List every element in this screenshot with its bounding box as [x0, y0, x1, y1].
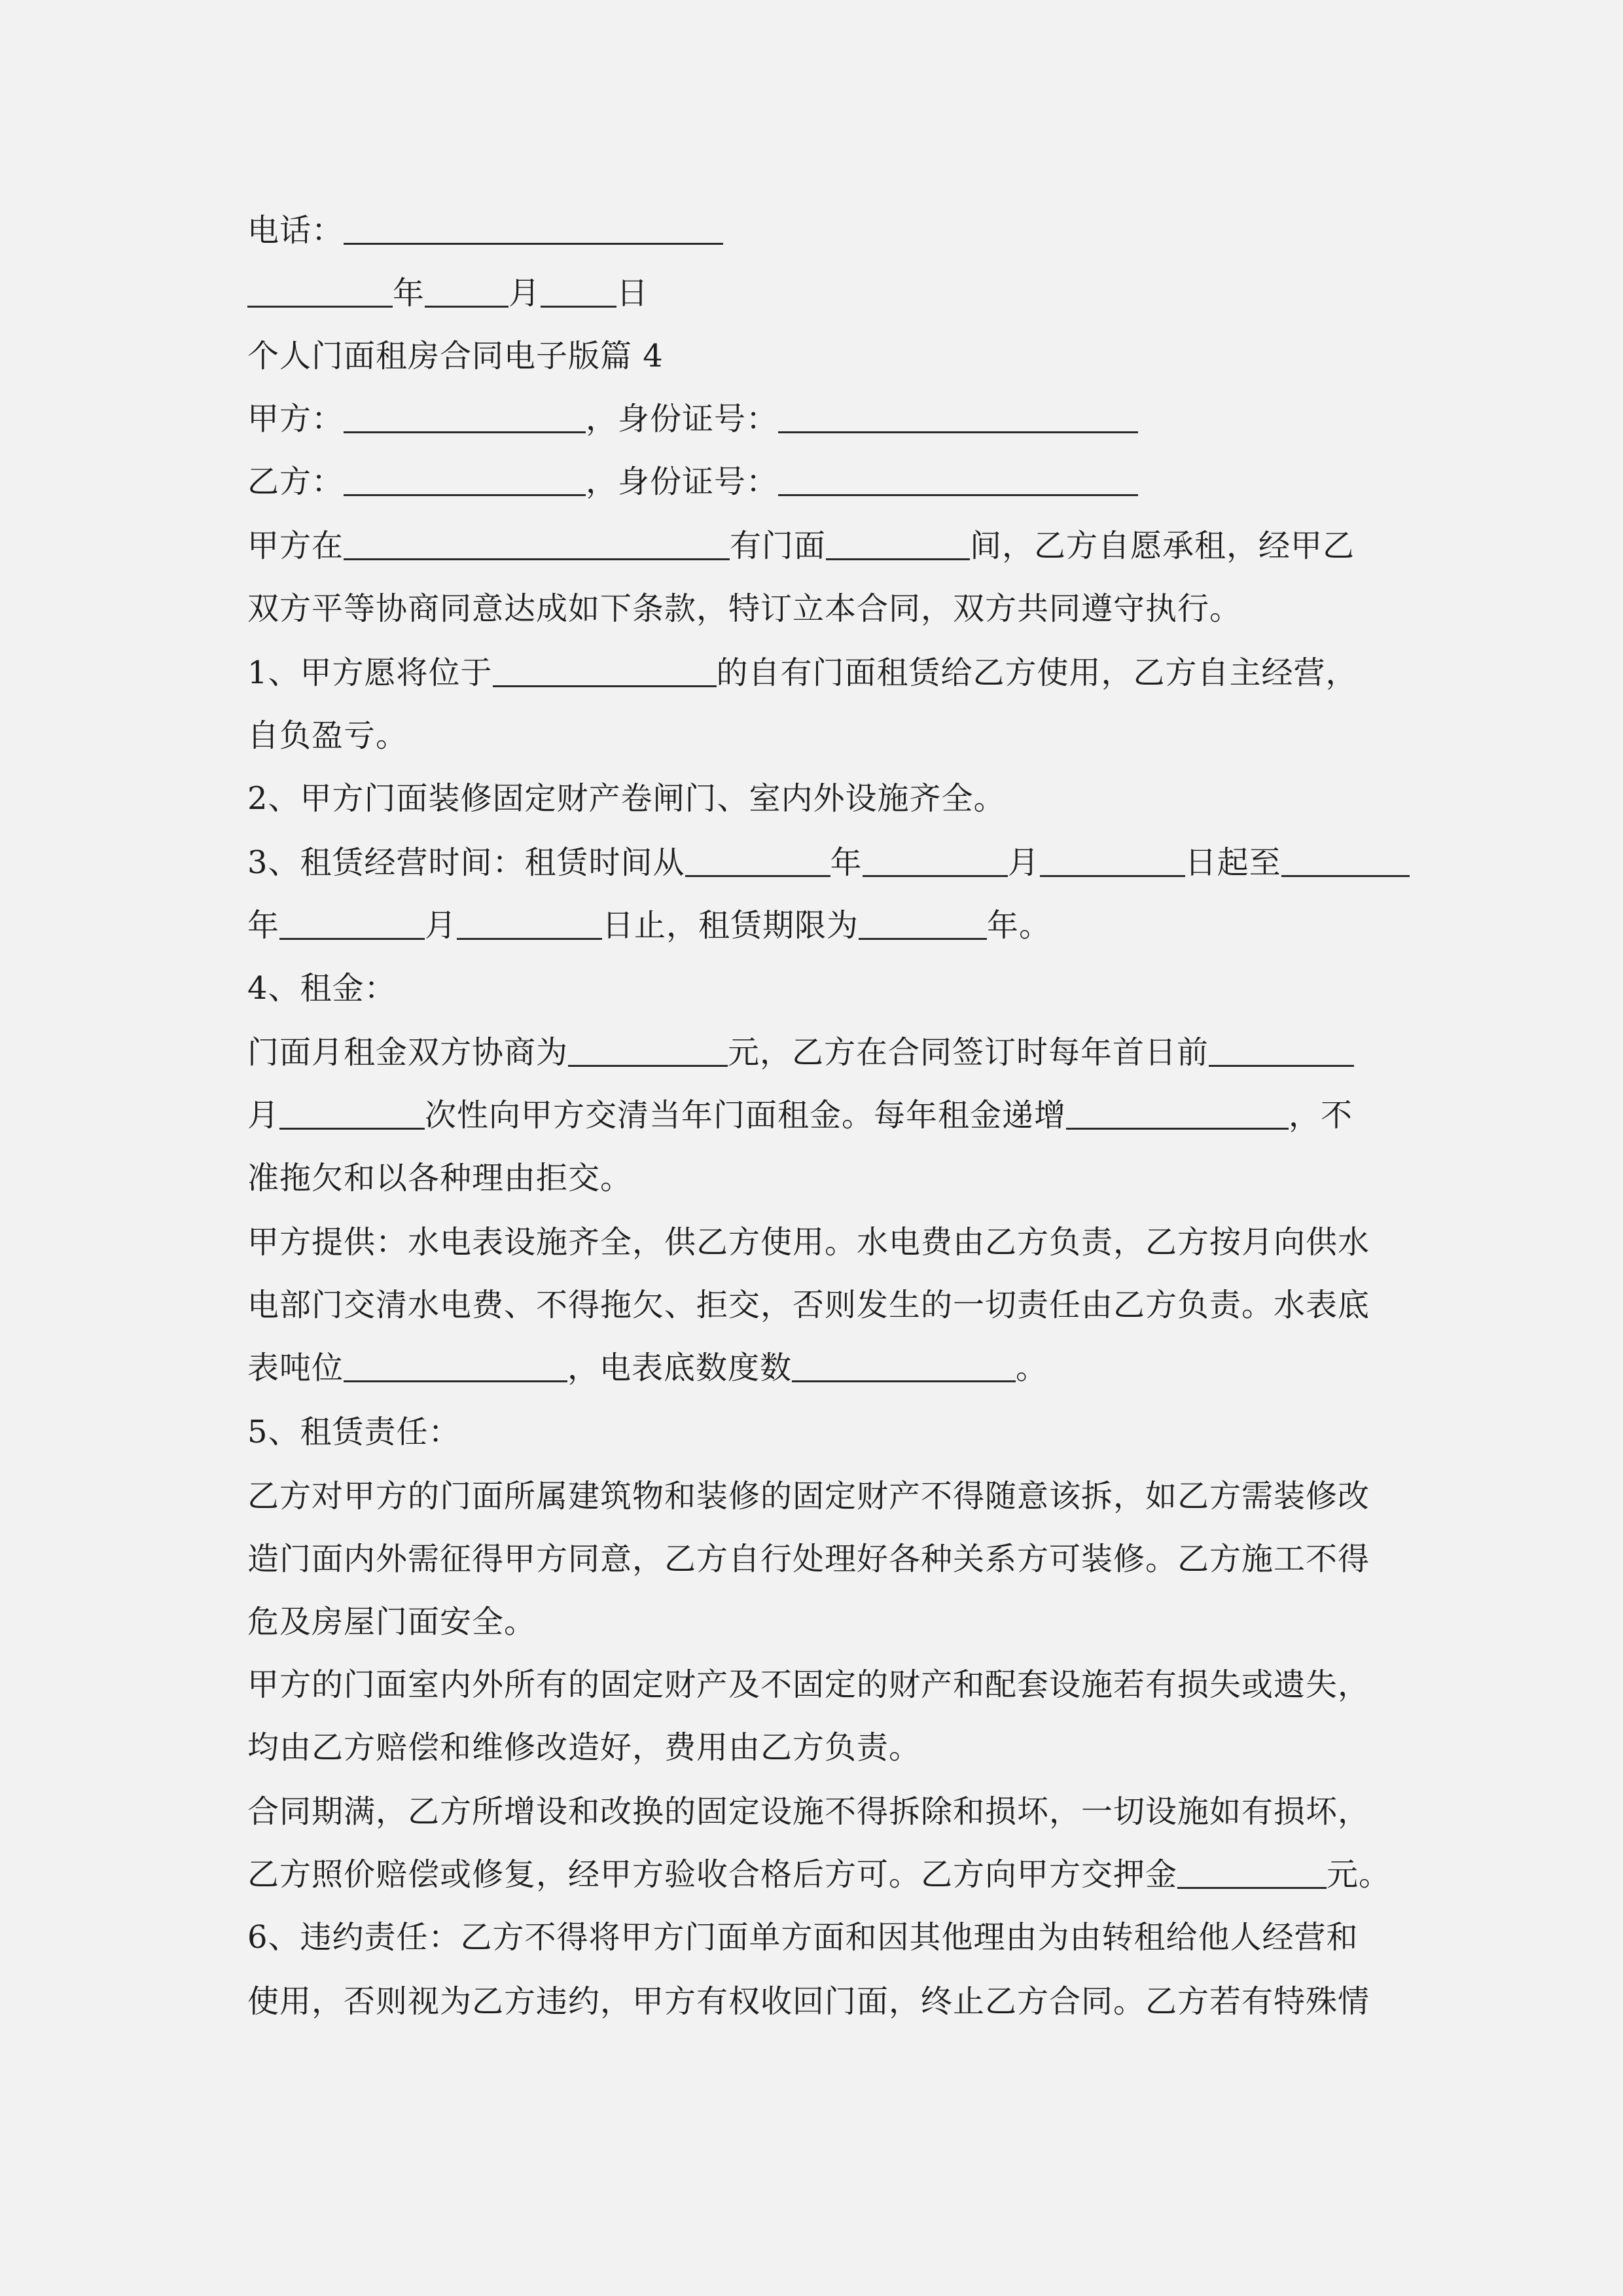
party-a-label: 甲方： [247, 401, 344, 437]
party-b-id-label: ，身份证号： [586, 463, 779, 500]
electric-meter-blank [792, 1352, 1016, 1382]
payment-month-blank [1209, 1036, 1354, 1067]
date-line [247, 274, 649, 313]
intro-line-2: 双方平等协商同意达成如下条款，特订立本合同，双方共同遵守执行。 [247, 590, 1242, 627]
lease-term-blank [859, 909, 987, 940]
property-line-2: 均由乙方赔偿和维修改造好，费用由乙方负责。 [247, 1729, 921, 1766]
start-day-label: 日起至 [1185, 844, 1281, 881]
responsibility-line-3: 危及房屋门面安全。 [247, 1604, 537, 1640]
end-day-label: 日止，租赁期限为 [602, 907, 859, 944]
section-title: 个人门面租房合同电子版篇 4 [247, 338, 664, 374]
rent-text-3: 月 [247, 1097, 280, 1134]
month-blank [425, 277, 508, 308]
phone-line [247, 211, 723, 250]
rent-text-5: ，不 [1289, 1097, 1353, 1134]
party-b-id-blank [778, 465, 1138, 496]
party-b-label: 乙方： [247, 463, 344, 500]
deposit-unit: 元。 [1327, 1856, 1391, 1893]
intro-line-1 [247, 526, 1355, 565]
rent-line-2 [247, 1096, 1353, 1135]
day-blank [541, 277, 616, 308]
storefront-count-blank [826, 529, 970, 560]
rent-line-1 [247, 1033, 1354, 1072]
end-day-blank [457, 909, 602, 940]
party-a-id-label: ，身份证号： [586, 401, 779, 437]
end-month-label: 月 [425, 907, 457, 944]
rent-text-2: 元，乙方在合同签订时每年首日前 [728, 1034, 1209, 1071]
start-month-blank [863, 846, 1008, 877]
clause-3-text: 3、租赁经营时间：租赁时间从 [247, 844, 685, 881]
expiry-line-1: 合同期满，乙方所增设和改换的固定设施不得拆除和损坏，一切设施如有损坏， [247, 1793, 1370, 1830]
party-a-name-blank [344, 403, 586, 433]
utility-line-1: 甲方提供：水电表设施齐全，供乙方使用。水电费由乙方负责，乙方按月向供水 [247, 1224, 1370, 1261]
deposit-text: 乙方照价赔偿或修复，经甲方验收合格后方可。乙方向甲方交押金 [247, 1856, 1178, 1893]
rent-increase-blank [1066, 1099, 1289, 1130]
intro-text-3: 间，乙方自愿承租，经甲乙 [970, 528, 1355, 564]
responsibility-line-1: 乙方对甲方的门面所属建筑物和装修的固定财产不得随意该拆，如乙方需装修改 [247, 1478, 1370, 1515]
clause-3-line-1 [247, 843, 1410, 882]
party-a-id-blank [778, 403, 1138, 433]
clause-1-text-a: 1、甲方愿将位于 [247, 655, 493, 691]
expiry-line-2 [247, 1855, 1391, 1894]
end-year-label: 年 [247, 907, 280, 944]
start-year-blank [685, 846, 830, 877]
end-year-blank [1281, 846, 1410, 877]
water-meter-blank [344, 1352, 567, 1382]
utility-line-2: 电部门交清水电费、不得拖欠、拒交，否则发生的一切责任由乙方负责。水表底 [247, 1287, 1370, 1323]
intro-text-1: 甲方在 [247, 528, 344, 564]
rent-line-3: 准拖欠和以各种理由拒交。 [247, 1160, 633, 1196]
month-label: 月 [508, 275, 541, 312]
utility-line-3 [247, 1348, 1048, 1388]
intro-text-2: 有门面 [730, 528, 827, 564]
phone-label: 电话： [247, 212, 344, 249]
start-day-blank [1040, 846, 1185, 877]
year-label: 年 [393, 275, 425, 312]
lease-term-label: 年。 [987, 907, 1052, 944]
responsibility-line-2: 造门面内外需征得甲方同意，乙方自行处理好各种关系方可装修。乙方施工不得 [247, 1541, 1370, 1577]
clause-1-location-blank [493, 656, 717, 687]
location-blank [344, 529, 730, 560]
clause-1-line-2: 自负盈亏。 [247, 717, 408, 754]
rent-text-1: 门面月租金双方协商为 [247, 1034, 569, 1071]
rent-text-4: 次性向甲方交清当年门面租金。每年租金递增 [425, 1097, 1067, 1134]
clause-3-line-2 [247, 906, 1051, 945]
property-line-1: 甲方的门面室内外所有的固定财产及不固定的财产和配套设施若有损失或遗失， [247, 1666, 1370, 1703]
clause-1-text-b: 的自有门面租赁给乙方使用，乙方自主经营， [716, 655, 1358, 691]
year-blank [247, 277, 393, 308]
end-month-blank [279, 909, 425, 940]
party-a-line [247, 399, 1138, 439]
deposit-blank [1177, 1858, 1327, 1889]
clause-1-line-1 [247, 653, 1358, 692]
phone-blank [344, 214, 723, 245]
start-year-label: 年 [830, 844, 863, 881]
clause-2: 2、甲方门面装修固定财产卷闸门、室内外设施齐全。 [247, 780, 1006, 817]
clause-5-heading: 5、租赁责任： [247, 1414, 461, 1450]
monthly-rent-blank [568, 1036, 728, 1067]
clause-6-line-1: 6、违约责任：乙方不得将甲方门面单方面和因其他理由为由转租给他人经营和 [247, 1919, 1359, 1956]
utility-end: 。 [1016, 1350, 1048, 1386]
start-month-label: 月 [1007, 844, 1040, 881]
clause-4-heading: 4、租金： [247, 970, 397, 1007]
water-meter-label: 表吨位 [247, 1350, 344, 1386]
clause-6-line-2: 使用，否则视为乙方违约，甲方有权收回门面，终止乙方合同。乙方若有特殊情 [247, 1983, 1370, 2020]
payment-times-blank [279, 1099, 425, 1130]
electric-meter-label: ，电表底数度数 [567, 1350, 793, 1386]
party-b-name-blank [344, 465, 586, 496]
day-label: 日 [616, 275, 649, 312]
party-b-line [247, 462, 1138, 501]
